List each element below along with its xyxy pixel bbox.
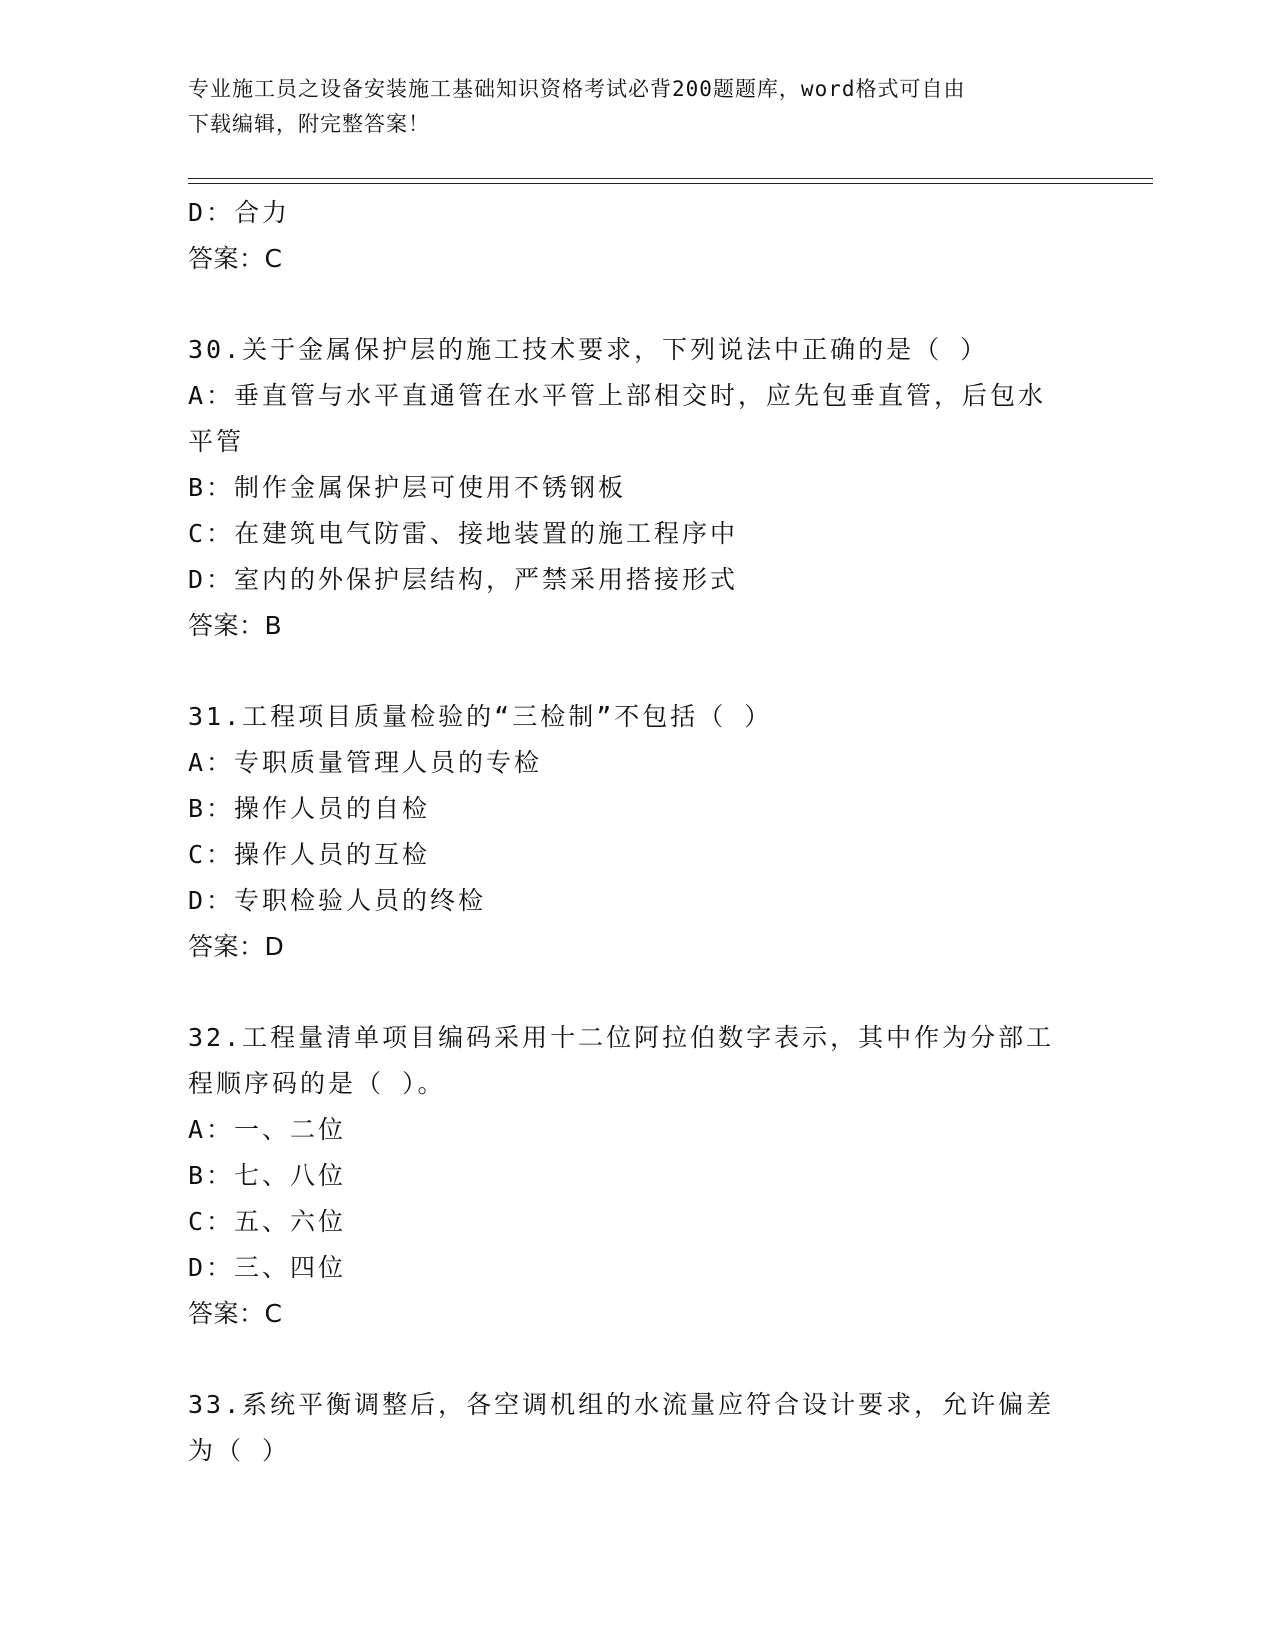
option-a: A：一、二位 <box>188 1115 347 1144</box>
answer-line: 答案：C <box>188 244 283 273</box>
question-33 <box>188 1382 1088 1474</box>
answer-line: 答案：C <box>188 1299 283 1328</box>
option-c: C：在建筑电气防雷、接地装置的施工程序中 <box>188 519 739 548</box>
option-b: B：七、八位 <box>188 1161 347 1190</box>
header-line-1: 专业施工员之设备安装施工基础知识资格考试必背200题题库，word格式可自由 <box>188 77 966 101</box>
option-a: A：专职质量管理人员的专检 <box>188 748 543 777</box>
question-stem-continued: 程顺序码的是（ ）。 <box>188 1069 446 1098</box>
question-30 <box>188 327 1088 649</box>
spacer <box>188 649 1088 694</box>
option-d: D：合力 <box>188 198 291 227</box>
option-d: D：三、四位 <box>188 1253 347 1282</box>
spacer <box>188 1337 1088 1382</box>
option-b: B：制作金属保护层可使用不锈钢板 <box>188 473 627 502</box>
document-header <box>188 72 1068 142</box>
spacer <box>188 282 1088 327</box>
question-stem: 33.系统平衡调整后，各空调机组的水流量应符合设计要求，允许偏差 <box>188 1390 1055 1419</box>
option-d: D：专职检验人员的终检 <box>188 886 487 915</box>
option-a-continued: 平管 <box>188 427 245 456</box>
answer-line: 答案：B <box>188 611 283 640</box>
question-stem: 31.工程项目质量检验的“三检制”不包括（ ） <box>188 702 773 731</box>
question-stem: 30.关于金属保护层的施工技术要求，下列说法中正确的是（ ） <box>188 335 989 364</box>
header-line-2: 下载编辑，附完整答案！ <box>188 112 430 136</box>
option-c: C：操作人员的互检 <box>188 840 431 869</box>
option-b: B：操作人员的自检 <box>188 794 431 823</box>
question-stem: 32.工程量清单项目编码采用十二位阿拉伯数字表示，其中作为分部工 <box>188 1023 1055 1052</box>
question-31 <box>188 694 1088 970</box>
answer-line: 答案：D <box>188 932 285 961</box>
spacer <box>188 970 1088 1015</box>
header-rule-top <box>188 178 1153 179</box>
question-32 <box>188 1015 1088 1337</box>
option-a: A：垂直管与水平直通管在水平管上部相交时，应先包垂直管，后包水 <box>188 381 1047 410</box>
question-stem-continued: 为（ ） <box>188 1436 291 1465</box>
header-rule-bottom <box>188 183 1153 184</box>
option-d: D：室内的外保护层结构，严禁采用搭接形式 <box>188 565 739 594</box>
option-c: C：五、六位 <box>188 1207 347 1236</box>
question-list <box>188 190 1088 1474</box>
